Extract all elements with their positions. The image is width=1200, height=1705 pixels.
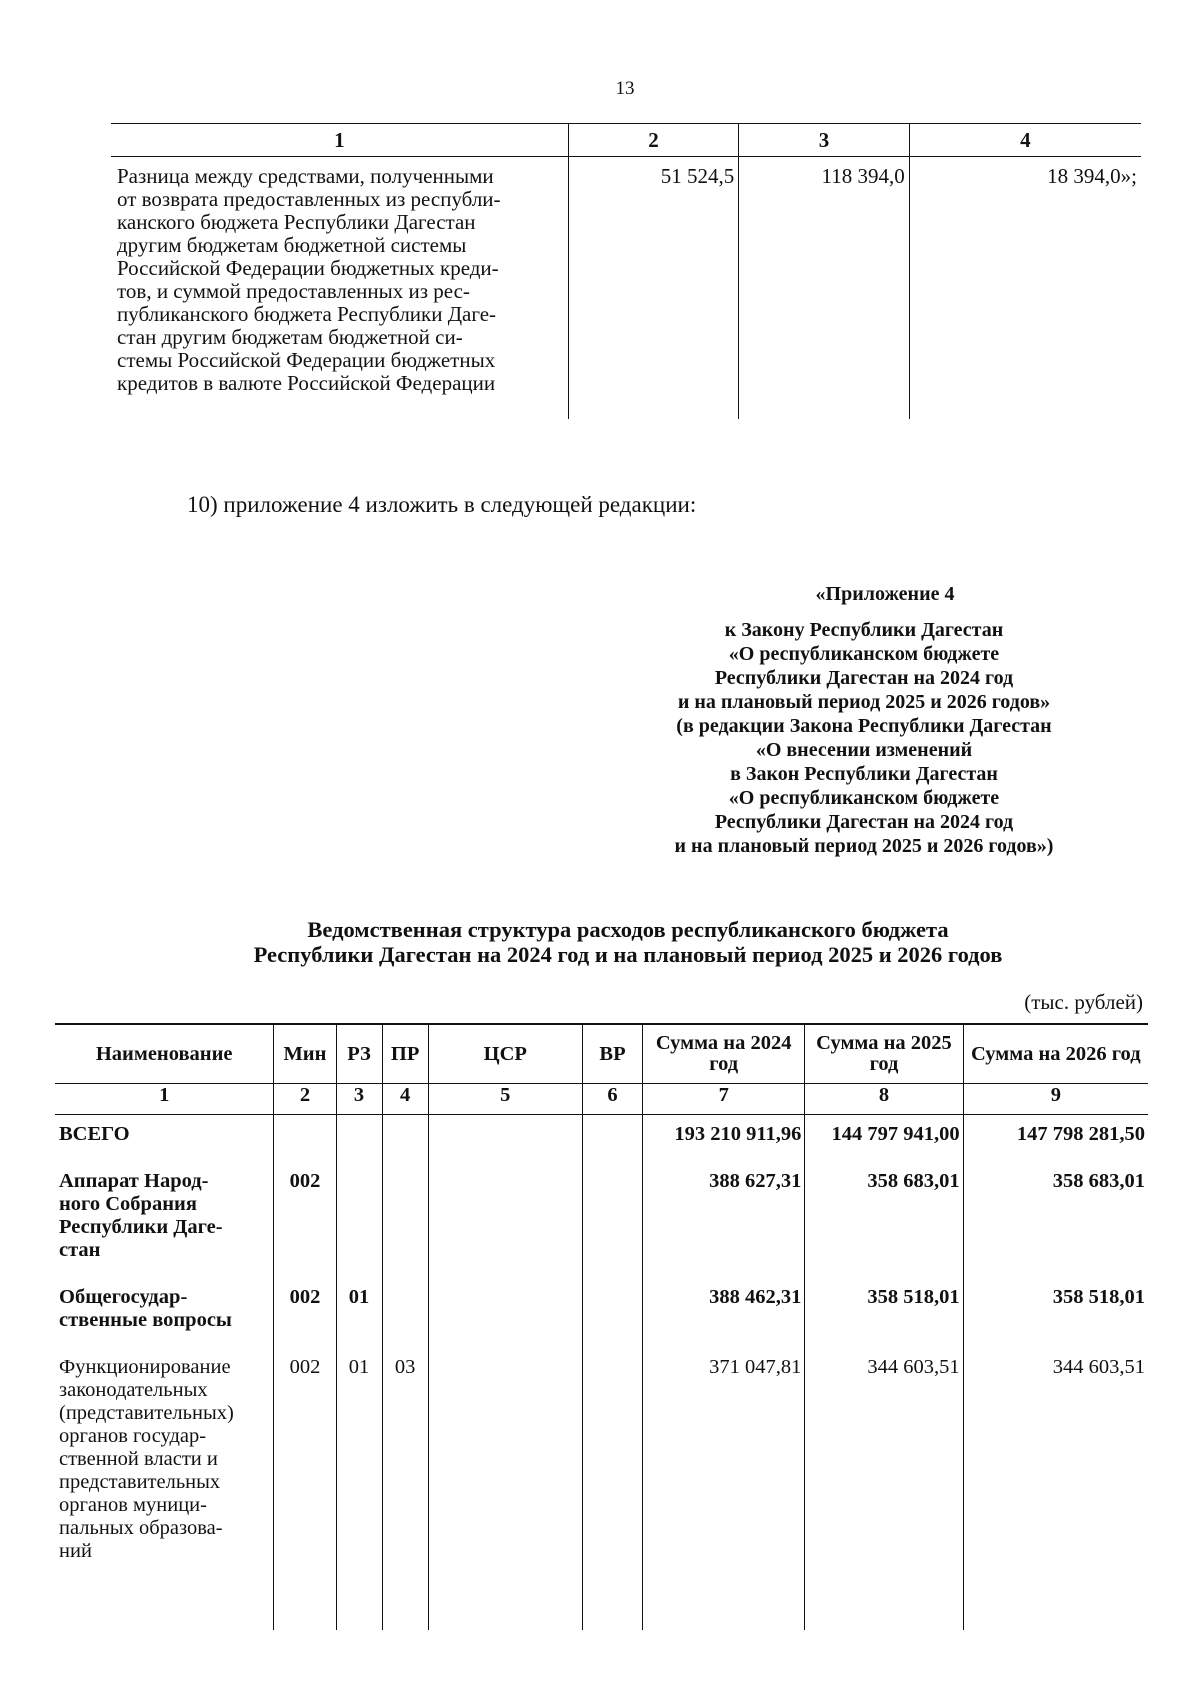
column-number: 4 xyxy=(382,1084,428,1115)
page-number: 13 xyxy=(615,78,635,99)
desc-line: тов, и суммой предоставленных из рес- xyxy=(117,279,470,303)
row-sum-2025: 358 683,01 xyxy=(805,1162,963,1278)
appendix-line: (в редакции Закона Республики Дагестан xyxy=(676,715,1052,737)
row-pr xyxy=(382,1115,428,1163)
appendix-line: в Закон Республики Дагестан xyxy=(730,763,998,785)
desc-line: другим бюджетам бюджетной системы xyxy=(117,233,467,257)
row-name-line: (представительных) xyxy=(59,1402,234,1424)
appendix-line: Республики Дагестан на 2024 год xyxy=(714,667,1014,689)
row-min xyxy=(274,1115,336,1163)
row-sum-2025: 344 603,51 xyxy=(805,1348,963,1630)
continuation-table-row xyxy=(111,157,1141,420)
continuation-table xyxy=(111,123,1141,419)
table-row xyxy=(55,1278,1148,1348)
column-number: 6 xyxy=(582,1084,642,1115)
budget-table-header xyxy=(55,1024,1148,1084)
row-sum-2025: 358 518,01 xyxy=(805,1278,963,1348)
document-title-line-1: Ведомственная структура расходов республиканского бюджета xyxy=(307,917,949,942)
row-rz xyxy=(336,1162,382,1278)
row-name xyxy=(55,1278,274,1348)
column-number: 3 xyxy=(336,1084,382,1115)
row-value-col-2: 51 524,5 xyxy=(568,157,738,420)
header-csr: ЦСР xyxy=(428,1024,582,1084)
desc-line: Российской Федерации бюджетных креди- xyxy=(117,256,499,280)
appendix-line: Республики Дагестан на 2024 год xyxy=(714,811,1014,833)
row-sum-2026: 358 683,01 xyxy=(963,1162,1148,1278)
appendix-title: «Приложение 4 xyxy=(815,583,955,605)
row-name-line: Республики Даге- xyxy=(59,1216,223,1238)
row-name-line: представительных xyxy=(59,1471,221,1493)
column-number: 1 xyxy=(55,1084,274,1115)
row-name-line: ний xyxy=(59,1540,92,1562)
row-name-line: Аппарат Народ- xyxy=(59,1170,209,1192)
appendix-line: «О республиканском бюджете xyxy=(728,643,1000,665)
header-col-4: 4 xyxy=(909,124,1141,157)
row-rz: 01 xyxy=(336,1278,382,1348)
document-title xyxy=(128,917,1128,967)
column-number: 9 xyxy=(963,1084,1148,1115)
row-name-line: законодательных xyxy=(59,1379,208,1401)
row-name xyxy=(55,1115,274,1163)
column-number-row xyxy=(55,1084,1148,1115)
row-vr xyxy=(582,1162,642,1278)
row-sum-2025: 144 797 941,00 xyxy=(805,1115,963,1163)
desc-line: стан другим бюджетам бюджетной си- xyxy=(117,325,463,349)
row-name-line: Функционирование xyxy=(59,1356,231,1378)
column-number: 5 xyxy=(428,1084,582,1115)
instruction-text: 10) приложение 4 изложить в следующей редакции: xyxy=(187,492,697,517)
header-rz: РЗ xyxy=(336,1024,382,1084)
row-sum-2026: 358 518,01 xyxy=(963,1278,1148,1348)
row-min: 002 xyxy=(274,1162,336,1278)
row-sum-2024: 388 462,31 xyxy=(643,1278,805,1348)
header-col-2: 2 xyxy=(568,124,738,157)
row-sum-2026: 344 603,51 xyxy=(963,1348,1148,1630)
row-sum-2024: 388 627,31 xyxy=(643,1162,805,1278)
row-vr xyxy=(582,1278,642,1348)
header-pr: ПР xyxy=(382,1024,428,1084)
appendix-header xyxy=(624,582,1104,858)
header-col-1: 1 xyxy=(111,124,568,157)
desc-line: кредитов в валюте Российской Федерации xyxy=(117,371,496,395)
row-csr xyxy=(428,1115,582,1163)
row-name-line: органов муници- xyxy=(59,1494,207,1516)
row-name-line: органов государ- xyxy=(59,1425,207,1447)
row-vr xyxy=(582,1348,642,1630)
header-col-3: 3 xyxy=(739,124,909,157)
units-label: (тыс. рублей) xyxy=(1024,990,1143,1014)
row-pr xyxy=(382,1278,428,1348)
row-sum-2026: 147 798 281,50 xyxy=(963,1115,1148,1163)
row-name-line: ственные вопросы xyxy=(59,1309,232,1331)
row-csr xyxy=(428,1348,582,1630)
header-vr: ВР xyxy=(582,1024,642,1084)
row-name-line: стан xyxy=(59,1239,101,1261)
table-row-total xyxy=(55,1115,1148,1163)
desc-line: Разница между средствами, полученными xyxy=(117,164,494,188)
row-name-line: пальных образова- xyxy=(59,1517,223,1539)
row-pr: 03 xyxy=(382,1348,428,1630)
column-number: 8 xyxy=(805,1084,963,1115)
appendix-line: к Закону Республики Дагестан xyxy=(724,619,1004,641)
row-rz xyxy=(336,1115,382,1163)
row-pr xyxy=(382,1162,428,1278)
appendix-line: и на плановый период 2025 и 2026 годов» xyxy=(677,691,1051,713)
row-min: 002 xyxy=(274,1278,336,1348)
table-row xyxy=(55,1162,1148,1278)
desc-line: публиканского бюджета Республики Даге- xyxy=(117,302,497,326)
row-min: 002 xyxy=(274,1348,336,1630)
table-row xyxy=(55,1348,1148,1630)
row-description xyxy=(111,157,568,420)
row-name-line: Общегосудар- xyxy=(59,1286,188,1308)
row-rz: 01 xyxy=(336,1348,382,1630)
desc-line: канского бюджета Республики Дагестан xyxy=(117,210,476,234)
row-name-line: ного Собрания xyxy=(59,1193,197,1215)
row-csr xyxy=(428,1278,582,1348)
document-title-line-2: Республики Дагестан на 2024 год и на плановый период 2025 и 2026 годов xyxy=(253,942,1003,967)
row-value-col-4: 18 394,0»; xyxy=(909,157,1141,420)
row-name xyxy=(55,1162,274,1278)
header-min: Мин xyxy=(274,1024,336,1084)
header-sum-2025: Сумма на 2025 год xyxy=(805,1024,963,1084)
row-csr xyxy=(428,1162,582,1278)
appendix-line: «О внесении изменений xyxy=(755,739,973,761)
row-sum-2024: 371 047,81 xyxy=(643,1348,805,1630)
row-vr xyxy=(582,1115,642,1163)
header-sum-2024: Сумма на 2024 год xyxy=(643,1024,805,1084)
row-name-line: ственной власти и xyxy=(59,1448,218,1470)
row-value-col-3: 118 394,0 xyxy=(739,157,909,420)
row-name-line: ВСЕГО xyxy=(59,1123,130,1145)
column-number: 2 xyxy=(274,1084,336,1115)
desc-line: от возврата предоставленных из республи- xyxy=(117,187,501,211)
header-name: Наименование xyxy=(55,1024,274,1084)
appendix-line: «О республиканском бюджете xyxy=(728,787,1000,809)
desc-line: стемы Российской Федерации бюджетных xyxy=(117,348,496,372)
row-sum-2024: 193 210 911,96 xyxy=(643,1115,805,1163)
continuation-table-header xyxy=(111,124,1141,157)
row-name xyxy=(55,1348,274,1630)
appendix-line: и на плановый период 2025 и 2026 годов») xyxy=(674,835,1054,857)
budget-table xyxy=(55,1023,1148,1630)
header-sum-2026: Сумма на 2026 год xyxy=(963,1024,1148,1084)
column-number: 7 xyxy=(643,1084,805,1115)
